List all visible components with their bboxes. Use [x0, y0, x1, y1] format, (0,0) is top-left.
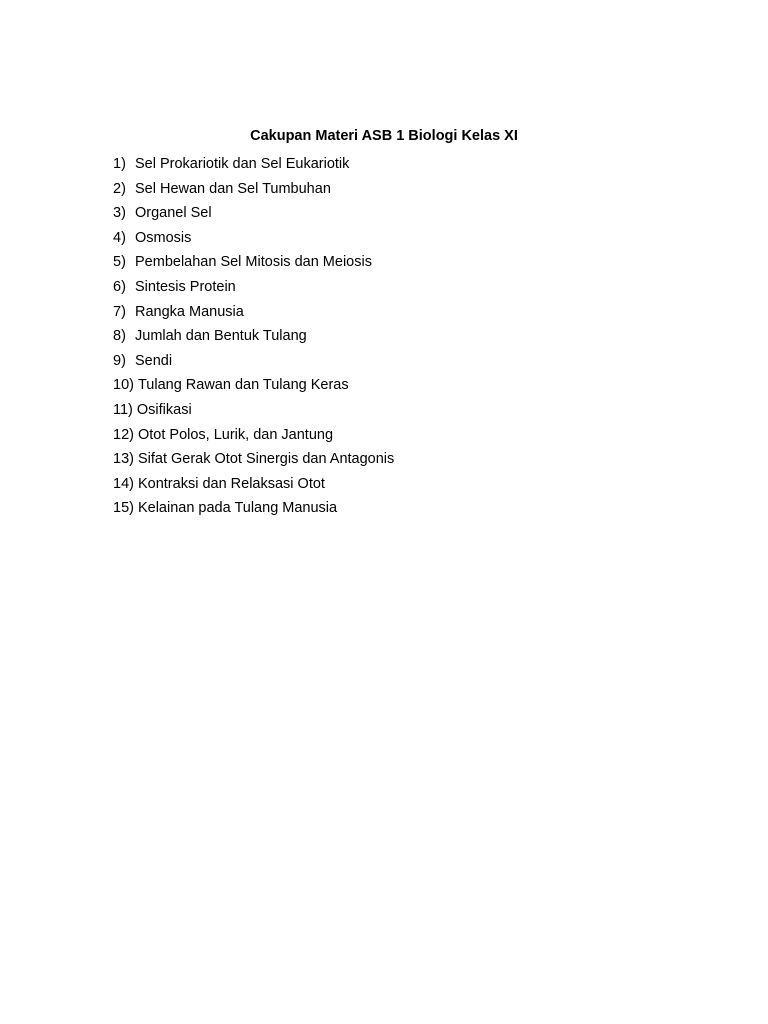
list-item-number: 6) — [113, 278, 126, 295]
list-item-text: Jumlah dan Bentuk Tulang — [135, 328, 307, 345]
list-item-text: Organel Sel — [135, 205, 212, 222]
list-item — [113, 228, 394, 253]
document-title: Cakupan Materi ASB 1 Biologi Kelas XI — [250, 128, 518, 144]
list-item-number: 11) — [113, 401, 133, 418]
list-item — [113, 400, 394, 425]
list-item — [113, 375, 394, 400]
list-item-text: Sintesis Protein — [135, 278, 236, 295]
list-item-number: 2) — [113, 180, 126, 197]
list-item — [113, 498, 394, 523]
list-item-text: Tulang Rawan dan Tulang Keras — [137, 377, 349, 394]
list-item-text: Osifikasi — [136, 401, 192, 418]
list-item-number: 15) — [113, 500, 134, 517]
list-item-number: 12) — [113, 426, 134, 443]
list-item-text: Sifat Gerak Otot Sinergis dan Antagonis — [137, 451, 395, 468]
list-item — [113, 425, 394, 450]
list-item-text: Pembelahan Sel Mitosis dan Meiosis — [135, 254, 372, 271]
list-item-number: 4) — [113, 229, 126, 246]
list-item — [113, 351, 394, 376]
list-item-number: 8) — [113, 328, 126, 345]
list-item-text: Rangka Manusia — [135, 303, 244, 320]
list-item-text: Kontraksi dan Relaksasi Otot — [137, 475, 325, 492]
list-item-number: 9) — [113, 352, 126, 369]
list-item-text: Otot Polos, Lurik, dan Jantung — [137, 426, 334, 443]
list-item — [113, 474, 394, 499]
list-item-number: 14) — [113, 475, 134, 492]
list-item-text: Sel Hewan dan Sel Tumbuhan — [135, 180, 331, 197]
list-item-number: 5) — [113, 254, 126, 271]
list-item-number: 10) — [113, 377, 134, 394]
list-item-text: Sel Prokariotik dan Sel Eukariotik — [135, 156, 350, 172]
list-item — [113, 252, 394, 277]
list-item — [113, 449, 394, 474]
list-item-number: 1) — [113, 156, 126, 172]
list-item — [113, 302, 394, 327]
list-item-text: Kelainan pada Tulang Manusia — [137, 500, 338, 517]
list-item-text: Sendi — [135, 352, 173, 369]
list-item-number: 13) — [113, 451, 134, 468]
list-item-number: 7) — [113, 303, 126, 320]
topic-list — [113, 154, 394, 523]
list-item — [113, 179, 394, 204]
list-item — [113, 277, 394, 302]
list-item — [113, 203, 394, 228]
list-item-text: Osmosis — [135, 229, 192, 246]
list-item — [113, 326, 394, 351]
list-item-number: 3) — [113, 205, 126, 222]
list-item — [113, 154, 394, 179]
